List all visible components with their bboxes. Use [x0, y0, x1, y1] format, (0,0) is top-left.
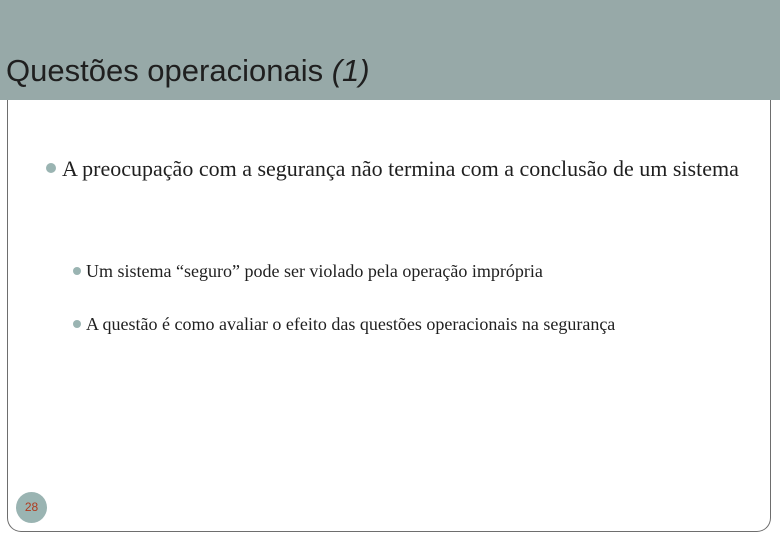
slide-title-suffix: (1) — [331, 53, 370, 88]
slide-title — [6, 49, 370, 93]
bullet-level2: Um sistema “seguro” pode ser violado pela operação imprópria — [86, 259, 766, 283]
bullet-level2: A questão é como avaliar o efeito das questões operacionais na segurança — [86, 312, 766, 336]
slide-number: 28 — [16, 492, 47, 523]
bullet-level1: A preocupação com a segurança não termina com a conclusão de um sistema — [62, 140, 762, 198]
slide-title-text: Questões operacionais — [6, 53, 324, 88]
